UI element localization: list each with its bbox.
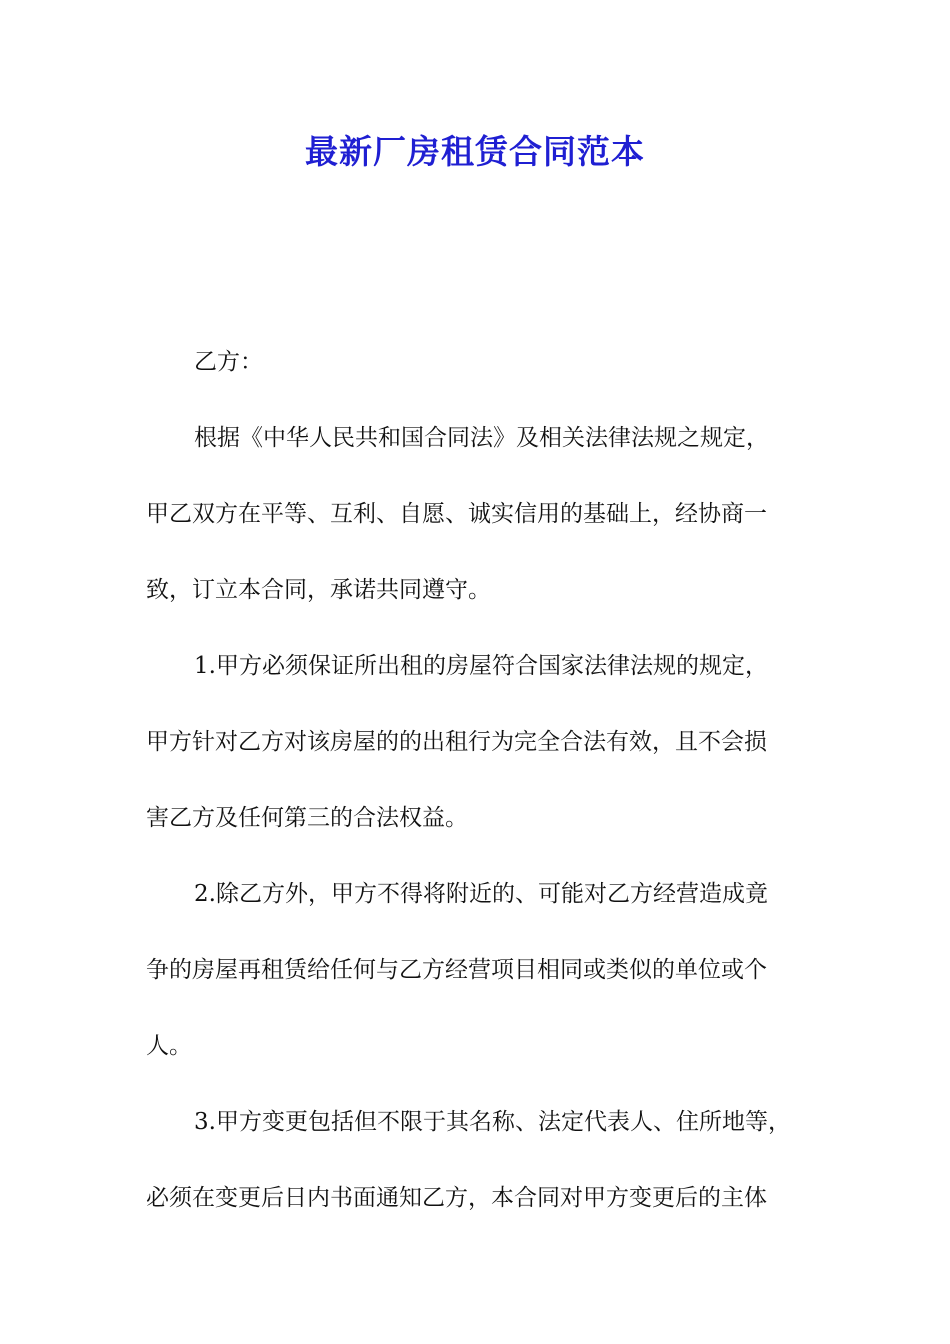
paragraph-line: 害乙方及任何第三的合法权益。 — [146, 805, 468, 831]
paragraph-line: 根据《中华人民共和国合同法》及相关法律法规之规定， — [194, 425, 769, 451]
paragraph-line: 1.甲方必须保证所出租的房屋符合国家法律法规的规定， — [194, 653, 768, 679]
document-title: 最新厂房租赁合同范本 — [305, 132, 645, 171]
paragraph-line: 人。 — [146, 1033, 192, 1059]
document-body — [146, 338, 832, 1250]
paragraph-line: 3.甲方变更包括但不限于其名称、法定代表人、住所地等， — [194, 1109, 791, 1135]
paragraph-line: 争的房屋再租赁给任何与乙方经营项目相同或类似的单位或个 — [146, 957, 767, 983]
paragraph-line: 2.除乙方外，甲方不得将附近的、可能对乙方经营造成竟 — [194, 881, 768, 907]
paragraph-line: 必须在变更后日内书面通知乙方，本合同对甲方变更后的主体 — [146, 1185, 767, 1211]
paragraph-line: 甲乙双方在平等、互利、自愿、诚实信用的基础上，经协商一 — [146, 501, 767, 527]
paragraph-line: 甲方针对乙方对该房屋的的出租行为完全合法有效，且不会损 — [146, 729, 767, 755]
paragraph-line: 致，订立本合同，承诺共同遵守。 — [146, 577, 491, 603]
paragraph-line: 乙方： — [194, 349, 263, 375]
